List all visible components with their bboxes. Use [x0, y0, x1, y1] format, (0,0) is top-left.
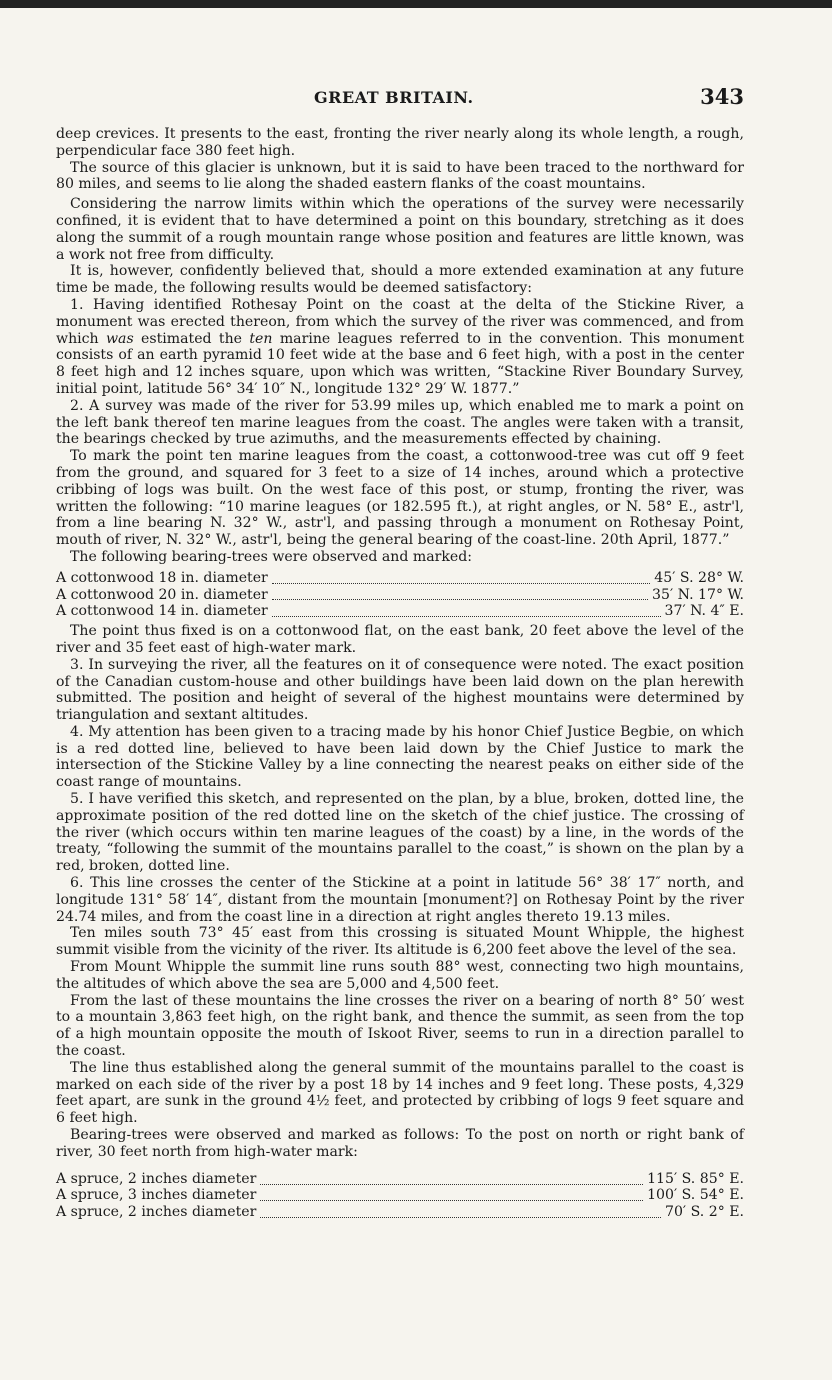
paragraph: 3. In surveying the river, all the features on it of consequence were noted. The exact position of the Canadian custom-house and other buildings have been laid down on the plan herewith submitted. The position and height of several of the highest mountains were determined by triangulation and sextant altitudes. [56, 656, 744, 724]
table-row [56, 587, 744, 604]
table-row [56, 1187, 744, 1204]
paragraph: The line thus established along the general summit of the mountains parallel to the coast is marked on each side of the river by a post 18 by 14 inches and 9 feet long. These posts, 4,329 feet apart, are sunk in the ground 4½ feet, and protected by cribbing of logs 9 feet square and 6 feet high. [56, 1059, 744, 1127]
paragraph: From the last of these mountains the line crosses the river on a bearing of north 8° 50′ west to a mountain 3,863 feet high, on the right bank, and thence the summit, as seen from the top of a high mountain opposite the mouth of Iskoot River, seems to run in a direction parallel to the coast. [56, 992, 744, 1060]
italic-word: ten [249, 330, 273, 347]
tree-bearing: 100′ S. 54° E. [647, 1187, 744, 1204]
paragraph: The following bearing-trees were observed and marked: [70, 548, 473, 565]
paragraph: Ten miles south 73° 45′ east from this crossing is situated Mount Whipple, the highest summit visible from the vicinity of the river. Its altitude is 6,200 feet above the level of the sea. [56, 925, 744, 959]
dot-leader [272, 573, 650, 584]
paragraph: The source of this glacier is unknown, but it is said to have been traced to the northward for 80 miles, and seems to lie along the shaded eastern flanks of the coast mountains. [56, 159, 744, 193]
dot-leader [260, 1174, 643, 1185]
bearing-trees-table [56, 570, 744, 620]
tree-bearing: 115′ S. 85° E. [647, 1170, 744, 1187]
tree-label: A spruce, 2 inches diameter [56, 1170, 257, 1187]
paragraph: To mark the point ten marine leagues from the coast, a cottonwood-tree was cut off 9 feet from the ground, and squared for 3 feet to a size of 14 inches, around which a protective cribbing of logs was built. On the west face of this post, or stump, fronting the river, was written the following: “10 marine leagues (or 182.595 ft.), at right angles, or N. 58° E., astr'l, from a line bearing N. 32° W., astr'l, and passing through a monument on Rothesay Point, mouth of river, N. 32° W., astr'l, being the general bearing of the coast-line. 20th April, 1877.” [56, 448, 744, 549]
tree-bearing: 37′ N. 4″ E. [664, 603, 744, 620]
page-number: 343 [700, 84, 744, 109]
tree-label: A spruce, 2 inches diameter [56, 1204, 257, 1221]
paragraph: Considering the narrow limits within which the operations of the survey were necessarily confined, it is evident that to have determined a point on this boundary, stretching as it does along the summit of a rough mountain range whose position and features are little known, was a work not free from difficulty. [56, 196, 744, 263]
tree-label: A cottonwood 18 in. diameter [56, 569, 268, 586]
paragraph: Bearing-trees were observed and marked as follows: To the post on north or right bank of river, 30 feet north from high-water mark: [56, 1127, 744, 1160]
bearing-trees-table [56, 1171, 744, 1221]
tree-label: A cottonwood 20 in. diameter [56, 586, 268, 603]
table-row [56, 603, 744, 620]
scan-top-edge [0, 0, 832, 8]
tree-bearing: 35′ N. 17° W. [652, 586, 744, 603]
paragraph: deep crevices. It presents to the east, fronting the river nearly along its whole length, a rough, perpendicular face 380 feet high. [56, 126, 744, 159]
paragraph: 2. A survey was made of the river for 53.99 miles up, which enabled me to mark a point on the left bank thereof ten marine leagues from the coast. The angles were taken with a transit, the bearings checked by true azimuths, and the measurements effected by chaining. [56, 397, 744, 448]
paragraph: The point thus fixed is on a cottonwood flat, on the east bank, 20 feet above the level of the river and 35 feet east of high-water mark. [56, 623, 744, 656]
paragraph: 6. This line crosses the center of the Stickine at a point in latitude 56° 38′ 17″ north, and longitude 131° 58′ 14″, distant from the mountain [monument?] on Rothesay Point by the river 24.74 miles, and from the coast line in a direction at right angles thereto 19.13 miles. [56, 875, 744, 925]
tree-label: A cottonwood 14 in. diameter [56, 603, 268, 620]
table-row [56, 570, 744, 587]
text-run: 1. Having identified Rothesay Point on the coast at the delta of the Stickine River, a monument was erected thereon, from which the survey of the river was commenced, and from which [56, 296, 744, 347]
paragraph: 4. My attention has been given to a tracing made by his honor Chief Justice Begbie, on which is a red dotted line, believed to have been laid down by the Chief Justice to mark the intersection of the Stickine Valley by a line connecting the nearest peaks on either side of the coast range of mountains. [56, 723, 744, 791]
tree-bearing: 45′ S. 28° W. [654, 569, 744, 586]
page-header [56, 84, 744, 114]
text-run: estimated the [133, 330, 250, 347]
tree-bearing: 70′ S. 2° E. [665, 1204, 744, 1221]
paragraph: 5. I have verified this sketch, and represented on the plan, by a blue, broken, dotted line, the approximate position of the red dotted line on the sketch of the chief justice. The crossing of the river (which occurs within ten marine leagues of the coast) by a line, in the words of the treaty, “following the summit of the mountains parallel to the coast,” is shown on the plan by a red, broken, dotted line. [56, 791, 744, 875]
dot-leader [272, 606, 661, 617]
running-title: GREAT BRITAIN. [314, 88, 474, 107]
table-row [56, 1171, 744, 1188]
dot-leader [272, 589, 648, 600]
text-run: marine leagues referred to in the convention. This monument consists of an earth pyramid 10 feet wide at the base and 6 feet high, with a post in the center 8 feet high and 12 inches square, upon which was written, “Stackine River Boundary Survey, initial point, latitude 56° 34′ 10″ N., longitude 132° 29′ W. 1877.” [56, 330, 744, 397]
paragraph: It is, however, confidently believed that, should a more extended examination at any future time be made, the following results would be deemed satisfactory: [56, 263, 744, 297]
dot-leader [260, 1207, 661, 1218]
dot-leader [260, 1190, 643, 1201]
body-text [56, 126, 744, 1224]
paragraph: From Mount Whipple the summit line runs south 88° west, connecting two high mountains, the altitudes of which above the sea are 5,000 and 4,500 feet. [56, 959, 744, 992]
tree-label: A spruce, 3 inches diameter [56, 1187, 257, 1204]
italic-word: was [105, 330, 134, 347]
paragraph-item-1 [56, 297, 744, 398]
table-row [56, 1204, 744, 1221]
